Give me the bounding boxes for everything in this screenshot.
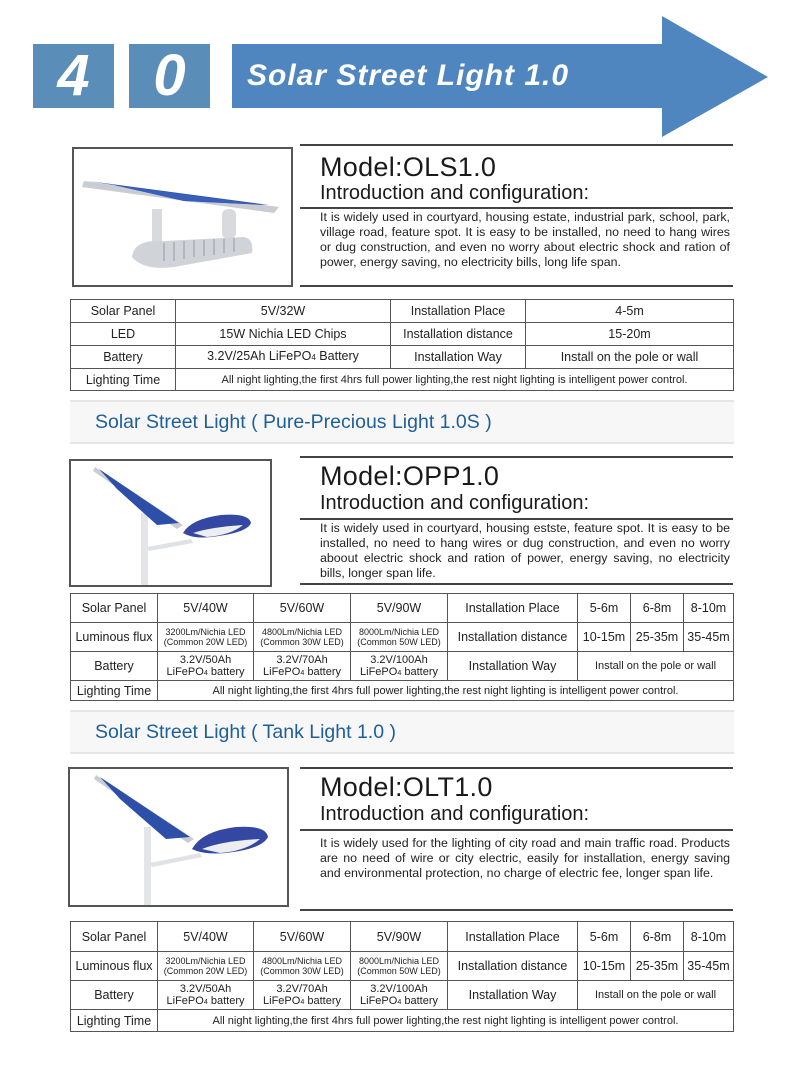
spec-label: Installation Way <box>448 981 578 1010</box>
model-name: Model:OPP1.0 <box>320 461 500 491</box>
spec-label: Installation Place <box>448 922 578 952</box>
spec-value: 5V/32W <box>176 300 391 323</box>
spec-value: Install on the pole or wall <box>526 346 734 369</box>
spec-label: Luminous flux <box>71 623 158 652</box>
spec-value <box>351 623 448 652</box>
page-number-digit: 4 <box>33 44 114 108</box>
spec-value <box>351 981 448 1010</box>
spec-label: Installation distance <box>448 952 578 981</box>
spec-label: Installation Way <box>391 346 526 369</box>
spec-table-ols <box>70 299 734 391</box>
product-description: It is widely used in courtyard, housing estate, industrial park, school, park, village road, feature spot. It is easy to be installed, no need to hang wires or dug construction, and even no worry about electric shock and ration of power, energy saving, no electricity bills, long life span. <box>320 210 730 269</box>
battery-text: Battery <box>315 349 359 363</box>
flux-line: 4800Lm/Nichia LED <box>261 956 343 966</box>
section-title: Solar Street Light ( Pure-Precious Light 1.0S ) <box>95 411 492 433</box>
spec-label: Lighting Time <box>71 681 158 701</box>
battery-line: 3.2V/70Ah <box>276 653 328 666</box>
spec-value <box>158 652 254 681</box>
battery-text: battery <box>401 665 438 678</box>
battery-text: LiFePO <box>166 994 204 1007</box>
spec-value: All night lighting,the first 4hrs full power lighting,the rest night lighting is intelligent power control. <box>176 369 734 391</box>
product-image-ols <box>72 147 293 287</box>
battery-line: 3.2V/50Ah <box>179 653 232 666</box>
spec-value: 5V/40W <box>158 922 254 952</box>
spec-value <box>158 623 254 652</box>
spec-label: Lighting Time <box>71 369 176 391</box>
divider <box>300 767 733 769</box>
spec-value: Install on the pole or wall <box>578 981 734 1010</box>
spec-value: All night lighting,the first 4hrs full power lighting,the rest night lighting is intelligent power control. <box>158 681 734 701</box>
spec-label: Solar Panel <box>71 300 176 323</box>
section-header <box>70 400 734 444</box>
spec-value: 8-10m <box>684 922 734 952</box>
divider <box>300 144 733 146</box>
spec-value: 8-10m <box>684 594 734 623</box>
divider <box>300 829 733 831</box>
battery-text: battery <box>401 994 438 1007</box>
section-header <box>70 710 734 754</box>
spec-label: Luminous flux <box>71 952 158 981</box>
battery-text: battery <box>304 994 341 1007</box>
battery-line: 3.2V/70Ah <box>276 982 328 995</box>
spec-value: 25-35m <box>631 623 684 652</box>
flux-line: (Common 50W LED) <box>357 966 441 976</box>
battery-line: 3.2V/100Ah <box>370 982 428 995</box>
spec-table-opp <box>70 593 734 701</box>
battery-text: LiFePO <box>360 665 398 678</box>
product-image-olt <box>68 767 289 907</box>
product-image-opp <box>69 459 272 587</box>
battery-text: LiFePO <box>263 994 301 1007</box>
product-description: It is widely used for the lighting of city road and main traffic road. Products are no need of wire or city electric, easily for installation, energy saving and environmental protection, no charge of electric fee, longer span life. <box>320 836 730 880</box>
battery-subscript: 4 <box>397 668 402 677</box>
spec-label: Installation distance <box>391 323 526 346</box>
intro-heading: Introduction and configuration: <box>320 803 590 825</box>
spec-value <box>254 652 351 681</box>
divider <box>300 583 733 585</box>
spec-value <box>351 952 448 981</box>
spec-label: Battery <box>71 346 176 369</box>
flux-line: (Common 30W LED) <box>260 966 344 976</box>
battery-subscript: 4 <box>203 668 208 677</box>
battery-text: LiFePO <box>263 665 301 678</box>
spec-value: 5V/60W <box>254 594 351 623</box>
spec-value: 6-8m <box>631 594 684 623</box>
flux-line: 4800Lm/Nichia LED <box>261 627 343 637</box>
spec-value: 35-45m <box>684 952 734 981</box>
flux-line: 8000Lm/Nichia LED <box>358 627 440 637</box>
pole-solar-street-light-icon <box>71 461 270 585</box>
spec-value: 15W Nichia LED Chips <box>176 323 391 346</box>
spec-label: Solar Panel <box>71 922 158 952</box>
spec-value <box>254 952 351 981</box>
flux-line: (Common 50W LED) <box>357 637 441 647</box>
flux-line: 3200Lm/Nichia LED <box>165 956 246 966</box>
spec-label: Battery <box>71 981 158 1010</box>
spec-value: 35-45m <box>684 623 734 652</box>
spec-value <box>158 981 254 1010</box>
spec-value: 5V/90W <box>351 922 448 952</box>
spec-table-olt <box>70 921 734 1032</box>
spec-value <box>254 623 351 652</box>
page-title: Solar Street Light 1.0 <box>247 59 570 92</box>
battery-text: battery <box>207 994 245 1007</box>
spec-value: 6-8m <box>631 922 684 952</box>
spec-value: 5-6m <box>578 594 631 623</box>
spec-value: 10-15m <box>578 623 631 652</box>
spec-label: Installation Place <box>448 594 578 623</box>
battery-line: 3.2V/50Ah <box>179 982 232 995</box>
spec-label: Installation Place <box>391 300 526 323</box>
battery-subscript: 4 <box>300 997 305 1006</box>
divider <box>300 909 733 911</box>
model-name: Model:OLS1.0 <box>320 152 497 182</box>
spec-value: 15-20m <box>526 323 734 346</box>
spec-value: 5V/90W <box>351 594 448 623</box>
battery-text: 3.2V/25Ah LiFePO <box>207 349 312 363</box>
spec-label: Battery <box>71 652 158 681</box>
battery-subscript: 4 <box>397 997 402 1006</box>
page-number-digit: 0 <box>129 44 210 108</box>
spec-value: 5V/60W <box>254 922 351 952</box>
spec-value <box>254 981 351 1010</box>
spec-value: All night lighting,the first 4hrs full power lighting,the rest night lighting is intelligent power control. <box>158 1010 734 1032</box>
pole-solar-street-light-icon <box>70 769 287 905</box>
divider <box>300 285 733 287</box>
divider <box>300 456 733 458</box>
flux-line: (Common 20W LED) <box>163 637 248 647</box>
model-name: Model:OLT1.0 <box>320 772 493 802</box>
divider <box>300 207 733 209</box>
flux-line: 3200Lm/Nichia LED <box>165 627 246 637</box>
battery-text: LiFePO <box>360 994 398 1007</box>
spec-value: 10-15m <box>578 952 631 981</box>
divider <box>300 518 733 520</box>
spec-label: Installation distance <box>448 623 578 652</box>
battery-line: 3.2V/100Ah <box>370 653 428 666</box>
battery-text: battery <box>304 665 341 678</box>
spec-value: 4-5m <box>526 300 734 323</box>
flux-line: (Common 30W LED) <box>260 637 344 647</box>
wall-mounted-solar-light-icon <box>74 149 291 285</box>
spec-value <box>158 952 254 981</box>
battery-text: LiFePO <box>166 665 204 678</box>
spec-value: 5V/40W <box>158 594 254 623</box>
spec-label: Lighting Time <box>71 1010 158 1032</box>
intro-heading: Introduction and configuration: <box>320 182 590 204</box>
product-description: It is widely used in courtyard, housing estste, feature spot. It is easy to be installed, no need to hang wires or dug construction, and even no worry aboout electric shock and ration of power, energy saving, no electricity bills, longer span life. <box>320 521 730 580</box>
spec-value: Install on the pole or wall <box>578 652 734 681</box>
spec-value <box>176 346 391 369</box>
spec-value: 5-6m <box>578 922 631 952</box>
battery-text: battery <box>207 665 245 678</box>
section-title: Solar Street Light ( Tank Light 1.0 ) <box>95 721 396 743</box>
spec-label: LED <box>71 323 176 346</box>
spec-value <box>351 652 448 681</box>
flux-line: 8000Lm/Nichia LED <box>358 956 440 966</box>
battery-subscript: 4 <box>311 353 316 362</box>
intro-heading: Introduction and configuration: <box>320 492 590 514</box>
spec-label: Installation Way <box>448 652 578 681</box>
battery-subscript: 4 <box>203 997 208 1006</box>
spec-value: 25-35m <box>631 952 684 981</box>
flux-line: (Common 20W LED) <box>163 966 248 976</box>
battery-subscript: 4 <box>300 668 305 677</box>
spec-label: Solar Panel <box>71 594 158 623</box>
